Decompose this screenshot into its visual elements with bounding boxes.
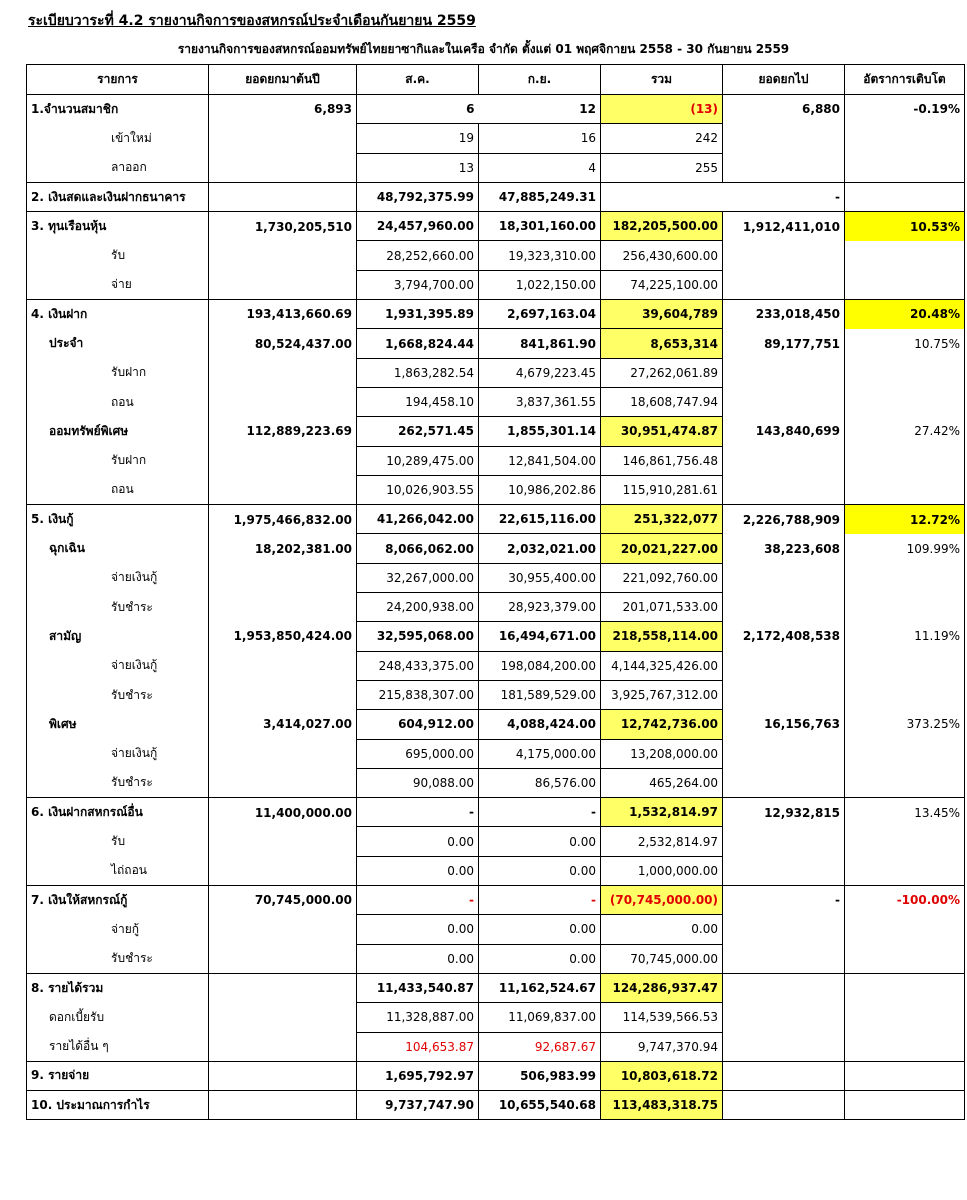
aug-cell: 24,457,960.00: [357, 212, 479, 241]
sep-cell: 0.00: [479, 944, 601, 973]
sep-cell: 22,615,116.00: [479, 505, 601, 534]
header-cell: รายการ: [27, 65, 209, 95]
sep-cell: 181,589,529.00: [479, 680, 601, 709]
row-label: ฉุกเฉิน: [27, 534, 209, 563]
table-row: [27, 387, 965, 416]
sep-cell: 11,069,837.00: [479, 1003, 601, 1032]
aug-cell: 32,267,000.00: [357, 563, 479, 592]
total-cell: 218,558,114.00: [601, 622, 723, 651]
table-row: [27, 153, 965, 182]
growth-rate-cell: [845, 475, 965, 504]
row-label: รับฝาก: [27, 358, 209, 387]
total-cell: 221,092,760.00: [601, 563, 723, 592]
opening-balance-cell: 6,893: [209, 95, 357, 124]
sep-cell: 86,576.00: [479, 768, 601, 797]
opening-balance-cell: 80,524,437.00: [209, 329, 357, 358]
sep-cell: 841,861.90: [479, 329, 601, 358]
row-label: 8. รายได้รวม: [27, 973, 209, 1002]
closing-balance-cell: [723, 973, 845, 1002]
header-cell: ส.ค.: [357, 65, 479, 95]
sep-cell: 2,032,021.00: [479, 534, 601, 563]
table-row: [27, 95, 965, 124]
table-row: [27, 768, 965, 797]
growth-rate-cell: [845, 153, 965, 182]
growth-rate-cell: [845, 768, 965, 797]
growth-rate-cell: 13.45%: [845, 798, 965, 827]
growth-rate-cell: [845, 563, 965, 592]
header-cell: รวม: [601, 65, 723, 95]
total-cell: (13): [601, 95, 723, 124]
opening-balance-cell: [209, 387, 357, 416]
row-label: ไถ่ถอน: [27, 856, 209, 885]
growth-rate-cell: 10.53%: [845, 212, 965, 241]
report-table: [26, 64, 965, 1120]
total-cell: 1,532,814.97: [601, 798, 723, 827]
opening-balance-cell: [209, 182, 357, 211]
row-label: 2. เงินสดและเงินฝากธนาคาร: [27, 182, 209, 211]
opening-balance-cell: [209, 475, 357, 504]
aug-cell: 10,026,903.55: [357, 475, 479, 504]
header-cell: ยอดยกมาต้นปี: [209, 65, 357, 95]
growth-rate-cell: 109.99%: [845, 534, 965, 563]
row-label: รับ: [27, 827, 209, 856]
opening-balance-cell: 1,975,466,832.00: [209, 505, 357, 534]
closing-balance-cell: [723, 475, 845, 504]
table-row: [27, 798, 965, 827]
growth-rate-cell: [845, 944, 965, 973]
closing-balance-cell: -: [723, 182, 845, 211]
table-row: [27, 739, 965, 768]
table-row: [27, 651, 965, 680]
row-label: ประจำ: [27, 329, 209, 358]
table-row: [27, 563, 965, 592]
growth-rate-cell: 10.75%: [845, 329, 965, 358]
aug-cell: 0.00: [357, 856, 479, 885]
opening-balance-cell: [209, 915, 357, 944]
sep-cell: 0.00: [479, 915, 601, 944]
closing-balance-cell: [723, 241, 845, 270]
closing-balance-cell: 12,932,815: [723, 798, 845, 827]
growth-rate-cell: [845, 915, 965, 944]
growth-rate-cell: -0.19%: [845, 95, 965, 124]
growth-rate-cell: [845, 739, 965, 768]
closing-balance-cell: 233,018,450: [723, 300, 845, 329]
total-cell: 0.00: [601, 915, 723, 944]
growth-rate-cell: [845, 651, 965, 680]
closing-balance-cell: [723, 1003, 845, 1032]
total-cell: [601, 182, 723, 211]
header-row: [27, 65, 965, 95]
row-label: จ่ายเงินกู้: [27, 651, 209, 680]
aug-cell: 9,737,747.90: [357, 1091, 479, 1120]
closing-balance-cell: [723, 387, 845, 416]
row-label: ลาออก: [27, 153, 209, 182]
row-label: 7. เงินให้สหกรณ์กู้: [27, 886, 209, 915]
closing-balance-cell: [723, 856, 845, 885]
sep-cell: 18,301,160.00: [479, 212, 601, 241]
row-label: 10. ประมาณการกำไร: [27, 1091, 209, 1120]
growth-rate-cell: 11.19%: [845, 622, 965, 651]
aug-cell: 41,266,042.00: [357, 505, 479, 534]
table-row: [27, 446, 965, 475]
total-cell: 182,205,500.00: [601, 212, 723, 241]
closing-balance-cell: [723, 446, 845, 475]
opening-balance-cell: [209, 1091, 357, 1120]
opening-balance-cell: [209, 563, 357, 592]
growth-rate-cell: [845, 856, 965, 885]
closing-balance-cell: [723, 563, 845, 592]
opening-balance-cell: 18,202,381.00: [209, 534, 357, 563]
sep-cell: 10,986,202.86: [479, 475, 601, 504]
growth-rate-cell: [845, 182, 965, 211]
opening-balance-cell: [209, 827, 357, 856]
growth-rate-cell: [845, 387, 965, 416]
header-cell: อัตราการเติบโต: [845, 65, 965, 95]
row-label: รับชำระ: [27, 944, 209, 973]
aug-cell: 1,668,824.44: [357, 329, 479, 358]
aug-cell: 695,000.00: [357, 739, 479, 768]
total-cell: 4,144,325,426.00: [601, 651, 723, 680]
closing-balance-cell: 6,880: [723, 95, 845, 124]
row-label: 4. เงินฝาก: [27, 300, 209, 329]
table-row: [27, 124, 965, 153]
growth-rate-cell: [845, 446, 965, 475]
row-label: รายได้อื่น ๆ: [27, 1032, 209, 1061]
total-cell: 242: [601, 124, 723, 153]
aug-cell: 0.00: [357, 827, 479, 856]
total-cell: 18,608,747.94: [601, 387, 723, 416]
aug-cell: 24,200,938.00: [357, 593, 479, 622]
row-label: สามัญ: [27, 622, 209, 651]
row-label: จ่ายเงินกู้: [27, 739, 209, 768]
table-row: [27, 973, 965, 1002]
aug-cell: 0.00: [357, 915, 479, 944]
aug-cell: 19: [357, 124, 479, 153]
opening-balance-cell: [209, 241, 357, 270]
closing-balance-cell: 1,912,411,010: [723, 212, 845, 241]
sep-cell: 1,022,150.00: [479, 270, 601, 299]
growth-rate-cell: 12.72%: [845, 505, 965, 534]
row-label: จ่ายกู้: [27, 915, 209, 944]
row-label: รับ: [27, 241, 209, 270]
sep-cell: 16: [479, 124, 601, 153]
growth-rate-cell: 27.42%: [845, 417, 965, 446]
sep-cell: 4,175,000.00: [479, 739, 601, 768]
table-row: [27, 1003, 965, 1032]
row-label: ดอกเบี้ยรับ: [27, 1003, 209, 1032]
table-row: [27, 944, 965, 973]
opening-balance-cell: [209, 651, 357, 680]
opening-balance-cell: [209, 593, 357, 622]
report-title: ระเบียบวาระที่ 4.2 รายงานกิจการของสหกรณ์ประจำเดือนกันยายน 2559: [28, 13, 476, 29]
closing-balance-cell: [723, 1032, 845, 1061]
opening-balance-cell: [209, 768, 357, 797]
opening-balance-cell: [209, 1061, 357, 1090]
growth-rate-cell: [845, 241, 965, 270]
table-row: [27, 856, 965, 885]
table-row: [27, 827, 965, 856]
row-label: 9. รายจ่าย: [27, 1061, 209, 1090]
aug-cell: -: [357, 886, 479, 915]
growth-rate-cell: [845, 680, 965, 709]
sep-cell: 12,841,504.00: [479, 446, 601, 475]
row-label: ถอน: [27, 475, 209, 504]
table-row: [27, 534, 965, 563]
row-label: จ่ายเงินกู้: [27, 563, 209, 592]
total-cell: 2,532,814.97: [601, 827, 723, 856]
growth-rate-cell: [845, 593, 965, 622]
growth-rate-cell: [845, 827, 965, 856]
closing-balance-cell: -: [723, 886, 845, 915]
table-row: [27, 241, 965, 270]
opening-balance-cell: [209, 153, 357, 182]
total-cell: 27,262,061.89: [601, 358, 723, 387]
opening-balance-cell: 11,400,000.00: [209, 798, 357, 827]
aug-cell: 1,695,792.97: [357, 1061, 479, 1090]
row-label: 3. ทุนเรือนหุ้น: [27, 212, 209, 241]
report-subtitle: รายงานกิจการของสหกรณ์ออมทรัพย์ไทยยาซากิและในเครือ จำกัด ตั้งแต่ 01 พฤศจิกายน 2558 - 30 กันยายน 2559: [177, 42, 790, 56]
sep-cell: 30,955,400.00: [479, 563, 601, 592]
growth-rate-cell: [845, 973, 965, 1002]
sep-cell: 11,162,524.67: [479, 973, 601, 1002]
table-row: [27, 1032, 965, 1061]
aug-cell: 104,653.87: [357, 1032, 479, 1061]
row-label: รับชำระ: [27, 768, 209, 797]
aug-cell: 1,863,282.54: [357, 358, 479, 387]
sep-cell: 28,923,379.00: [479, 593, 601, 622]
closing-balance-cell: 2,172,408,538: [723, 622, 845, 651]
total-cell: 201,071,533.00: [601, 593, 723, 622]
total-cell: 115,910,281.61: [601, 475, 723, 504]
aug-cell: 194,458.10: [357, 387, 479, 416]
table-row: [27, 329, 965, 358]
row-label: 1.จำนวนสมาชิก: [27, 95, 209, 124]
total-cell: (70,745,000.00): [601, 886, 723, 915]
closing-balance-cell: [723, 153, 845, 182]
total-cell: 114,539,566.53: [601, 1003, 723, 1032]
table-row: [27, 475, 965, 504]
aug-cell: 8,066,062.00: [357, 534, 479, 563]
closing-balance-cell: 143,840,699: [723, 417, 845, 446]
total-cell: 74,225,100.00: [601, 270, 723, 299]
total-cell: 39,604,789: [601, 300, 723, 329]
closing-balance-cell: [723, 358, 845, 387]
sep-cell: 16,494,671.00: [479, 622, 601, 651]
total-cell: 1,000,000.00: [601, 856, 723, 885]
table-row: [27, 622, 965, 651]
total-cell: 20,021,227.00: [601, 534, 723, 563]
table-row: [27, 1061, 965, 1090]
opening-balance-cell: [209, 270, 357, 299]
opening-balance-cell: 70,745,000.00: [209, 886, 357, 915]
growth-rate-cell: [845, 270, 965, 299]
sep-cell: 12: [479, 95, 601, 124]
opening-balance-cell: [209, 1032, 357, 1061]
growth-rate-cell: [845, 1032, 965, 1061]
sep-cell: -: [479, 798, 601, 827]
total-cell: 10,803,618.72: [601, 1061, 723, 1090]
sep-cell: 92,687.67: [479, 1032, 601, 1061]
aug-cell: 32,595,068.00: [357, 622, 479, 651]
closing-balance-cell: 16,156,763: [723, 710, 845, 739]
row-label: รับฝาก: [27, 446, 209, 475]
table-row: [27, 1091, 965, 1120]
sep-cell: 4,088,424.00: [479, 710, 601, 739]
total-cell: 256,430,600.00: [601, 241, 723, 270]
aug-cell: 90,088.00: [357, 768, 479, 797]
opening-balance-cell: [209, 973, 357, 1002]
growth-rate-cell: [845, 124, 965, 153]
table-row: [27, 300, 965, 329]
row-label: จ่าย: [27, 270, 209, 299]
closing-balance-cell: 2,226,788,909: [723, 505, 845, 534]
sep-cell: 198,084,200.00: [479, 651, 601, 680]
sep-cell: 1,855,301.14: [479, 417, 601, 446]
growth-rate-cell: -100.00%: [845, 886, 965, 915]
table-row: [27, 417, 965, 446]
aug-cell: 13: [357, 153, 479, 182]
closing-balance-cell: [723, 915, 845, 944]
closing-balance-cell: [723, 1091, 845, 1120]
sep-cell: 19,323,310.00: [479, 241, 601, 270]
closing-balance-cell: [723, 739, 845, 768]
aug-cell: 0.00: [357, 944, 479, 973]
table-row: [27, 505, 965, 534]
sep-cell: 0.00: [479, 856, 601, 885]
closing-balance-cell: [723, 768, 845, 797]
table-row: [27, 358, 965, 387]
closing-balance-cell: 38,223,608: [723, 534, 845, 563]
opening-balance-cell: 3,414,027.00: [209, 710, 357, 739]
sep-cell: 0.00: [479, 827, 601, 856]
aug-cell: 11,433,540.87: [357, 973, 479, 1002]
aug-cell: 48,792,375.99: [357, 182, 479, 211]
table-row: [27, 593, 965, 622]
closing-balance-cell: [723, 124, 845, 153]
total-cell: 13,208,000.00: [601, 739, 723, 768]
closing-balance-cell: 89,177,751: [723, 329, 845, 358]
sep-cell: 4,679,223.45: [479, 358, 601, 387]
aug-cell: 3,794,700.00: [357, 270, 479, 299]
aug-cell: 248,433,375.00: [357, 651, 479, 680]
total-cell: 70,745,000.00: [601, 944, 723, 973]
aug-cell: 11,328,887.00: [357, 1003, 479, 1032]
opening-balance-cell: [209, 680, 357, 709]
table-row: [27, 270, 965, 299]
opening-balance-cell: 193,413,660.69: [209, 300, 357, 329]
aug-cell: -: [357, 798, 479, 827]
closing-balance-cell: [723, 651, 845, 680]
opening-balance-cell: [209, 358, 357, 387]
table-row: [27, 680, 965, 709]
row-label: ออมทรัพย์พิเศษ: [27, 417, 209, 446]
row-label: พิเศษ: [27, 710, 209, 739]
row-label: รับชำระ: [27, 680, 209, 709]
table-row: [27, 182, 965, 211]
opening-balance-cell: [209, 124, 357, 153]
opening-balance-cell: [209, 739, 357, 768]
total-cell: 9,747,370.94: [601, 1032, 723, 1061]
total-cell: 251,322,077: [601, 505, 723, 534]
sep-cell: 10,655,540.68: [479, 1091, 601, 1120]
sep-cell: 2,697,163.04: [479, 300, 601, 329]
closing-balance-cell: [723, 827, 845, 856]
growth-rate-cell: [845, 1091, 965, 1120]
growth-rate-cell: [845, 358, 965, 387]
total-cell: 255: [601, 153, 723, 182]
aug-cell: 1,931,395.89: [357, 300, 479, 329]
opening-balance-cell: 1,730,205,510: [209, 212, 357, 241]
sep-cell: 506,983.99: [479, 1061, 601, 1090]
sep-cell: -: [479, 886, 601, 915]
aug-cell: 262,571.45: [357, 417, 479, 446]
aug-cell: 28,252,660.00: [357, 241, 479, 270]
row-label: รับชำระ: [27, 593, 209, 622]
growth-rate-cell: 373.25%: [845, 710, 965, 739]
opening-balance-cell: 1,953,850,424.00: [209, 622, 357, 651]
table-row: [27, 710, 965, 739]
growth-rate-cell: [845, 1061, 965, 1090]
aug-cell: 6: [357, 95, 479, 124]
total-cell: 8,653,314: [601, 329, 723, 358]
total-cell: 146,861,756.48: [601, 446, 723, 475]
header-cell: ก.ย.: [479, 65, 601, 95]
total-cell: 113,483,318.75: [601, 1091, 723, 1120]
opening-balance-cell: 112,889,223.69: [209, 417, 357, 446]
total-cell: 12,742,736.00: [601, 710, 723, 739]
opening-balance-cell: [209, 944, 357, 973]
opening-balance-cell: [209, 1003, 357, 1032]
total-cell: 30,951,474.87: [601, 417, 723, 446]
growth-rate-cell: 20.48%: [845, 300, 965, 329]
opening-balance-cell: [209, 856, 357, 885]
closing-balance-cell: [723, 944, 845, 973]
row-label: เข้าใหม่: [27, 124, 209, 153]
aug-cell: 604,912.00: [357, 710, 479, 739]
table-row: [27, 886, 965, 915]
aug-cell: 215,838,307.00: [357, 680, 479, 709]
table-row: [27, 212, 965, 241]
sep-cell: 47,885,249.31: [479, 182, 601, 211]
aug-cell: 10,289,475.00: [357, 446, 479, 475]
closing-balance-cell: [723, 270, 845, 299]
table-row: [27, 915, 965, 944]
row-label: ถอน: [27, 387, 209, 416]
sep-cell: 3,837,361.55: [479, 387, 601, 416]
growth-rate-cell: [845, 1003, 965, 1032]
total-cell: 3,925,767,312.00: [601, 680, 723, 709]
closing-balance-cell: [723, 680, 845, 709]
closing-balance-cell: [723, 1061, 845, 1090]
row-label: 6. เงินฝากสหกรณ์อื่น: [27, 798, 209, 827]
header-cell: ยอดยกไป: [723, 65, 845, 95]
total-cell: 465,264.00: [601, 768, 723, 797]
sep-cell: 4: [479, 153, 601, 182]
total-cell: 124,286,937.47: [601, 973, 723, 1002]
opening-balance-cell: [209, 446, 357, 475]
closing-balance-cell: [723, 593, 845, 622]
row-label: 5. เงินกู้: [27, 505, 209, 534]
